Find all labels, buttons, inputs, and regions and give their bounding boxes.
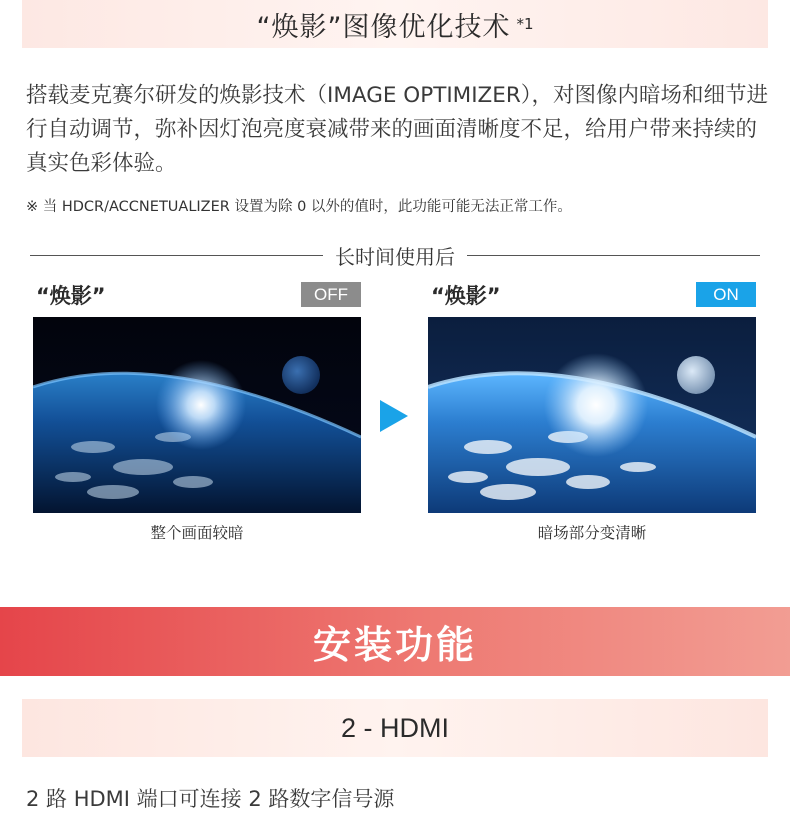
on-badge: ON (696, 282, 756, 307)
left-caption: 整个画面较暗 (150, 524, 244, 542)
divider-line-right (467, 255, 760, 256)
divider-line-left (30, 255, 323, 256)
hdmi-title: 2 - HDMI (341, 712, 449, 743)
off-badge: OFF (301, 282, 361, 307)
feature-description: 搭载麦克赛尔研发的焕影技术（IMAGE OPTIMIZER），对图像内暗场和细节进行自动调节，弥补因灯泡亮度衰减带来的画面清晰度不足，给用户带来持续的真实色彩体验。 (26, 83, 769, 176)
feature-header-band (22, 0, 768, 48)
install-section-band (0, 607, 790, 676)
play-arrow-icon (380, 400, 410, 436)
left-feature-label: “焕影” (36, 284, 106, 308)
comparison-divider (30, 238, 760, 272)
feature-note: ※ 当 HDCR/ACCNETUALIZER 设置为除 0 以外的值时，此功能可能无法正常工作。 (26, 199, 572, 215)
hdmi-description-partial: 2 路 HDMI 端口可连接 2 路数字信号源 (26, 787, 395, 811)
feature-title: “焕影”图像优化技术 (256, 11, 511, 43)
install-section-title: 安装功能 (312, 623, 477, 667)
hdmi-header-band (22, 699, 768, 757)
right-feature-label: “焕影” (431, 284, 501, 308)
earth-photo-dark (33, 317, 361, 513)
earth-photo-bright (428, 317, 756, 513)
right-caption: 暗场部分变清晰 (537, 524, 647, 542)
comparison-heading: 长时间使用后 (335, 244, 455, 269)
footnote-mark: *1 (516, 15, 534, 33)
